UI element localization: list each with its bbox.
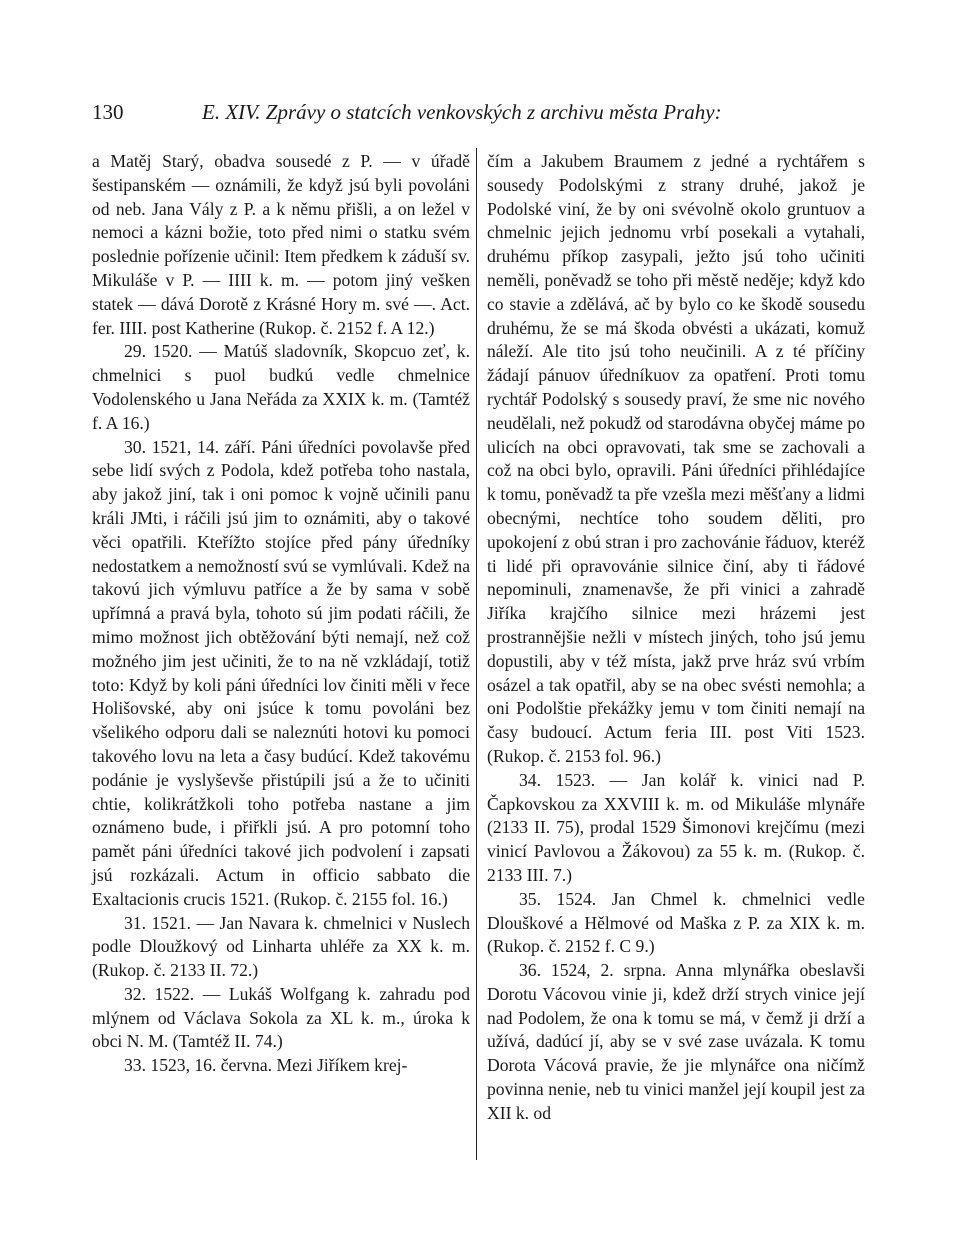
entry-33: 33. 1523, 16. června. Mezi Jiříkem krej- [124, 1055, 408, 1076]
column-divider [476, 148, 477, 1160]
entry-31: 31. 1521. — Jan Navara k. chmelnici v Nuslech podle Dloužkový od Linharta uhléře za XX k. m. (Rukop. č. 2133 II. 72.) [92, 912, 470, 981]
entry-35: 35. 1524. Jan Chmel k. chmelnici vedle Dlouškové a Hělmové od Maška z P. za XIX k. m. (Rukop. č. 2152 f. C 9.) [487, 888, 865, 957]
running-title: E. XIV. Zprávy o statcích venkovských z archivu města Prahy: [202, 100, 722, 124]
entry-36: 36. 1524, 2. srpna. Anna mlynářka obeslavši Dorotu Vácovou vinie ji, kdež drží strych vinice její nad Podolem, že ona k tomu se má, v čemž ji drží a užívá, dadúcí jí, aby se v své zase uvázala. K tomu Dorota Vácová pravie, že jie mlynářce ona ničímž povinna nenie, neb tu vinici manžel její koupil jest za XII k. od [487, 960, 865, 1123]
entry-34: 34. 1523. — Jan kolář k. vinici nad P. Čapkovskou za XXVIII k. m. od Mikuláše mlynáře (2133 II. 75), prodal 1529 Šimonovi krejčímu (mezi vinicí Pavlovou a Žákovou) za 55 k. m. (Rukop. č. 2133 III. 7.) [487, 769, 865, 885]
entry-30: 30. 1521, 14. září. Páni úředníci povolavše před sebe lidí svých z Podola, kdež potřeba toho nastala, aby jakož jiní, tak i oni pomoc k vojně učinili panu králi JMti, i ráčili jsú jim to oznámiti, aby o takové věci opatřili. Kteřížto stojíce před pány úředníky nedostatkem a nemožností svú se vymlúvali. Kdež na takovú jich výmluvu patříce a že by sama v sobě upřímná a pravá byla, tohoto sú jim podati ráčili, že mimo možnost jich obtěžování býti nemají, než což možného jim jest učiniti, že to na ně vzkládají, totiž toto: Když by koli páni úředníci lov činiti měli v řece Holišovské, aby oni jsúce k tomu povoláni bez všelikého odporu dali se naleznúti hotovi ku pomoci takového lovu na leta a časy budúcí. Kdež takovému podánie je vyslyševše přistúpili jsú a že to učiniti chtie, kolikrátžkoli toho potřeba nastane a jim oznámeno bude, i přiřkli jsú. A pro potomní toho pamět páni úředníci takové jich podvolení i zapsati jsú rozkázali. Actum in officio sabbato die Exaltacionis crucis 1521. (Rukop. č. 2155 fol. 16.) [92, 436, 470, 909]
right-column [487, 150, 865, 1126]
entry-29: 29. 1520. — Matúš sladovník, Skopcuo zeť, k. chmelnici s puol budkú vedle chmelnice Vodolenského u Jana Neřáda za XXIX k. m. (Tamtéž f. A 16.) [92, 341, 470, 433]
page-header [92, 100, 868, 130]
left-column [92, 150, 470, 1078]
entry-32: 32. 1522. — Lukáš Wolfgang k. zahradu pod mlýnem od Václava Sokola za XL k. m., úroka k obci N. M. (Tamtéž II. 74.) [92, 983, 470, 1052]
page-number: 130 [92, 100, 124, 124]
entry-33-continuation: čím a Jakubem Braumem z jedné a rychtářem s sousedy Podolskými z strany druhé, jakož je Podolské viní, že by oni svévolně okolo gruntuov a chmelnic jejich jednomu vrbí posekali a vytahali, druhému příkop zasypali, ježto jsú toho učiniti neměli, poněvadž se toho při městě neděje; když kdo co stavie a zdělává, ač by bylo co ke škodě sousedu druhému, že se má škoda obvésti a ukázati, komuž náleží. Ale tito jsú toho neučinili. A z té příčiny žádají pánuov úředníkuov za opatření. Proti tomu rychtář Podolský s sousedy praví, že sme nic nového neudělali, než pokudž od starodávna obyčej máme po ulicích na obci opravovati, tak sme se zachovali a což na obci bylo, opravili. Páni úředníci přihlédajíce k tomu, poněvadž ta pře vzešla mezi měšťany a lidmi obecnými, nechtíce toho soudem děliti, pro upokojení z obú stran i pro zachovánie řáduov, kteréž ti lidé při opravovánie silnice činí, aby ti řádové nepominuli, znamenavše, že při vinici a zahradě Jiříka krajčího silnice mezi hrázemi jest prostrannějšie nežli v místech jiných, toho jsú jemu dopustili, aby v též místa, jakž prve hráz svú vrbím osázel a tak opatřil, aby se na obec svésti nemohla; a oni Podolštie překážky jemu v tom činiti nemají na časy budoucí. Actum feria III. post Viti 1523. (Rukop. č. 2153 fol. 96.) [487, 151, 865, 766]
paragraph-continuation: a Matěj Starý, obadva sousedé z P. — v úřadě šestipanském — oznámili, že když jsú byli povoláni od neb. Jana Vály z P. a k němu přišli, a on ležel v nemoci a kázni božie, toto před nimi o statku svém poslednie pořízenie učinil: Item předkem k záduší sv. Mikuláše v P. — IIII k. m. — potom jiný vešken statek — dává Dorotě z Krásné Hory m. své —. Act. fer. IIII. post Katherine (Rukop. č. 2152 f. A 12.) [92, 151, 470, 338]
